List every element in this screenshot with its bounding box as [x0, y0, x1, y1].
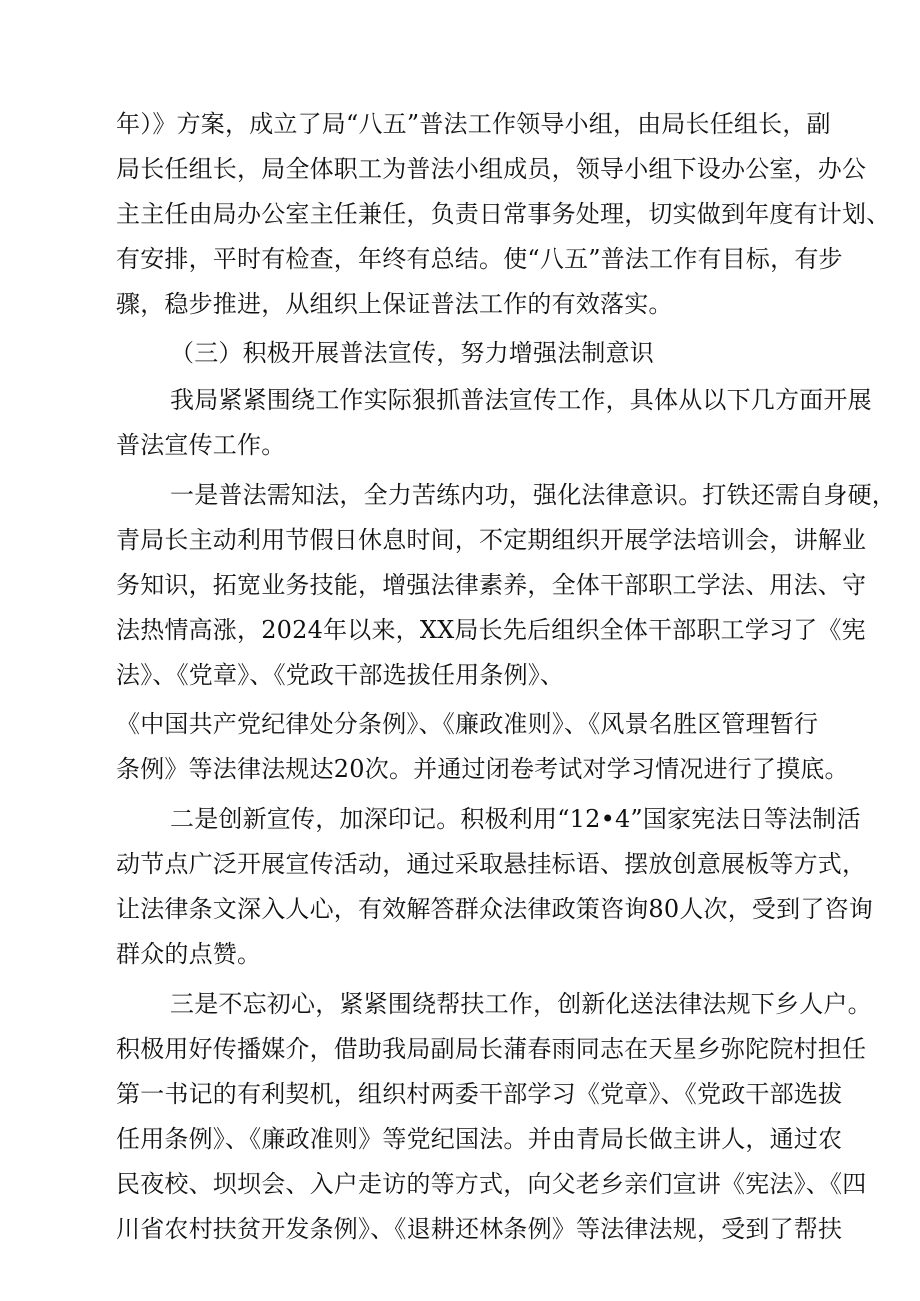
text-line-18: 让法律条文深入人心，有效解答群众法律政策咨询80人次，受到了咨询: [116, 895, 873, 923]
text-line-2: 局长任组长，局全体职工为普法小组成员，领导小组下设办公室，办公: [116, 155, 867, 183]
text-line-13: 法》、《党章》、《党政干部选拔任用条例》、: [116, 661, 565, 689]
text-line-10: 青局长主动利用节假日休息时间，不定期组织开展学法培训会，讲解业: [116, 526, 867, 554]
text-line-14: 《中国共产党纪律处分条例》、《廉政准则》、《风景名胜区管理暂行: [116, 710, 819, 738]
text-line-5: 骤，稳步推进，从组织上保证普法工作的有效落实。: [116, 290, 673, 318]
text-line-12: 法热情高涨，2024年以来，XX局长先后组织全体干部职工学习了《宪: [116, 616, 866, 644]
text-line-9: 一是普法需知法，全力苦练内功，强化法律意识。打铁还需自身硬，: [170, 481, 896, 509]
text-line-25: 川省农村扶贫开发条例》、《退耕还林条例》等法律法规，受到了帮扶: [116, 1215, 843, 1243]
text-line-16: 二是创新宣传，加深印记。积极利用“12•4”国家宪法日等法制活: [170, 805, 861, 833]
text-line-1: 年）》方案，成立了局“八五”普法工作领导小组，由局长任组长，副: [116, 110, 831, 138]
text-line-19: 群众的点赞。: [116, 940, 262, 968]
text-line-21: 积极用好传播媒介，借助我局副局长蒲春雨同志在天星乡弥陀院村担任: [116, 1035, 867, 1063]
text-line-11: 务知识，拓宽业务技能，增强法律素养，全体干部职工学法、用法、守: [116, 571, 867, 599]
text-line-20: 三是不忘初心，紧紧围绕帮扶工作，创新化送法律法规下乡人户。: [170, 990, 872, 1018]
text-line-7: 我局紧紧围绕工作实际狠抓普法宣传工作，具体从以下几方面开展: [170, 386, 872, 414]
text-line-15: 条例》等法律法规达20次。并通过闭卷考试对学习情况进行了摸底。: [116, 755, 849, 783]
section-heading-3: （三）积极开展普法宣传，努力增强法制意识: [170, 339, 654, 367]
text-line-8: 普法宣传工作。: [116, 431, 286, 459]
text-line-24: 民夜校、坝坝会、入户走访的等方式，向父老乡亲们宣讲《宪法》、《四: [116, 1170, 867, 1198]
text-line-22: 第一书记的有利契机，组织村两委干部学习《党章》、《党政干部选拔: [116, 1080, 843, 1108]
text-line-23: 任用条例》、《廉政准则》等党纪国法。并由青局长做主讲人，通过农: [116, 1125, 843, 1153]
text-line-4: 有安排，平时有检查，年终有总结。使“八五”普法工作有目标，有步: [116, 245, 843, 273]
text-line-3: 主主任由局办公室主任兼任，负责日常事务处理，切实做到年度有计划、: [116, 200, 891, 228]
text-line-17: 动节点广泛开展宣传活动，通过采取悬挂标语、摆放创意展板等方式，: [116, 850, 867, 878]
